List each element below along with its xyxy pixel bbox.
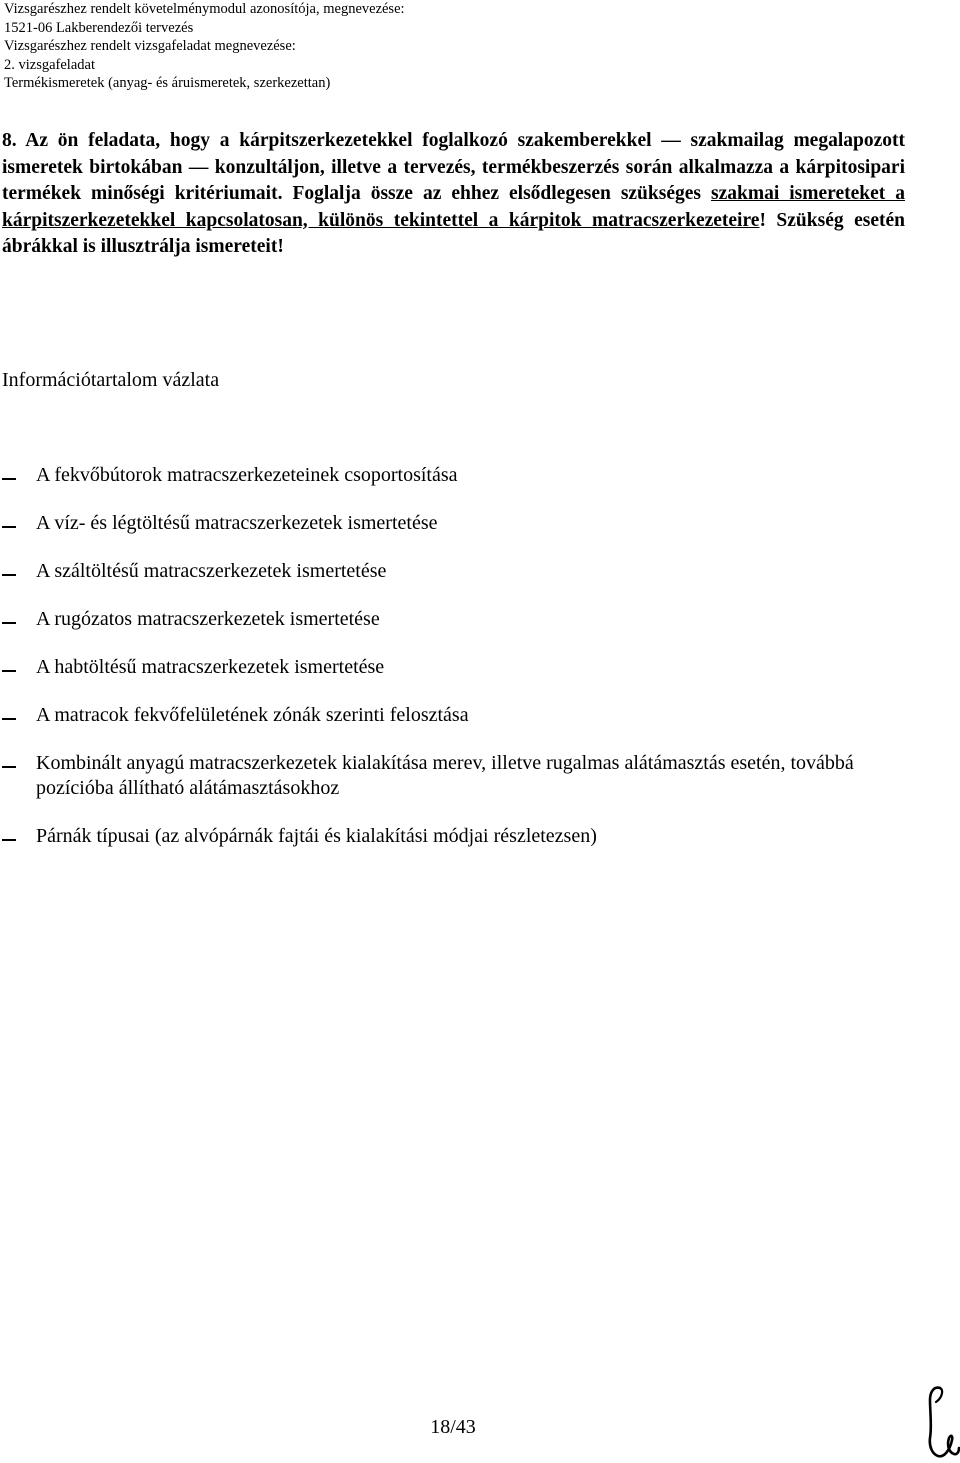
task-text-part2: szakmailag megalapozott ismeretek birtokában (2, 130, 905, 178)
list-item-text: A fekvőbútorok matracszerkezeteinek csoportosítása (36, 464, 458, 486)
document-header (4, 0, 405, 93)
task-dash-2: — (188, 156, 209, 178)
header-task-label: Vizsgarészhez rendelt vizsgafeladat megnevezése: (4, 38, 296, 54)
list-item (0, 463, 910, 488)
list-item (0, 703, 910, 728)
outline-list (0, 463, 910, 872)
list-item (0, 607, 910, 632)
list-item-text: Kombinált anyagú matracszerkezetek kialakítása merev, illetve rugalmas alátámasztás esetén, továbbá pozícióba állítható alátámasztásokhoz (36, 752, 854, 799)
header-module-name: 1521-06 Lakberendezői tervezés (4, 19, 194, 36)
signature-icon (918, 1382, 960, 1460)
list-item (0, 655, 910, 680)
dash-bullet-icon (2, 718, 16, 720)
task-text-underlined: szakmai ismereteket a kárpitszerkezetekkel kapcsolatosan, különös tekintettel a kárpitok matracszerkezeteire (2, 183, 905, 231)
list-item-text: A száltöltésű matracszerkezetek ismertetése (36, 560, 387, 582)
list-item (0, 824, 910, 849)
list-item-text: A rugózatos matracszerkezetek ismertetése (36, 608, 380, 630)
list-item (0, 559, 910, 584)
list-item (0, 511, 910, 536)
task-dash-1: — (661, 130, 681, 151)
dash-bullet-icon (2, 622, 16, 624)
dash-bullet-icon (2, 526, 16, 528)
dash-bullet-icon (2, 670, 16, 672)
dash-bullet-icon (2, 839, 16, 841)
task-text-part4: ! Szükség esetén ábrákkal is illusztrálja ismereteit! (2, 209, 905, 257)
header-module-label: Vizsgarészhez rendelt követelménymodul azonosítója, megnevezése: (4, 1, 405, 17)
section-title: Információtartalom vázlata (2, 369, 220, 391)
task-statement (2, 128, 905, 261)
list-item-text: A matracok fekvőfelületének zónák szerinti felosztása (36, 704, 469, 726)
dash-bullet-icon (2, 478, 16, 480)
list-item-text: A víz- és légtöltésű matracszerkezetek ismertetése (36, 512, 438, 534)
task-text-part1: 8. Az ön feladata, hogy a kárpitszerkezetekkel foglalkozó szakemberekkel (2, 130, 662, 151)
list-item-text: A habtöltésű matracszerkezetek ismertetése (36, 656, 385, 678)
list-item-text: Párnák típusai (az alvópárnák fajtái és kialakítási módjai részletezsen) (36, 825, 597, 847)
page-number: 18/43 (430, 1416, 476, 1438)
dash-bullet-icon (2, 766, 16, 768)
header-task-number: 2. vizsgafeladat (4, 56, 95, 73)
task-text-part3: konzultáljon, illetve a tervezés, termékbeszerzés során alkalmazza a kárpitosipari termékek minőségi kritériumait. Foglalja össze az ehhez elsődlegesen szükséges (2, 156, 905, 204)
list-item (0, 751, 910, 801)
header-task-name: Termékismeretek (anyag- és áruismeretek, szerkezettan) (4, 75, 331, 91)
dash-bullet-icon (2, 574, 16, 576)
